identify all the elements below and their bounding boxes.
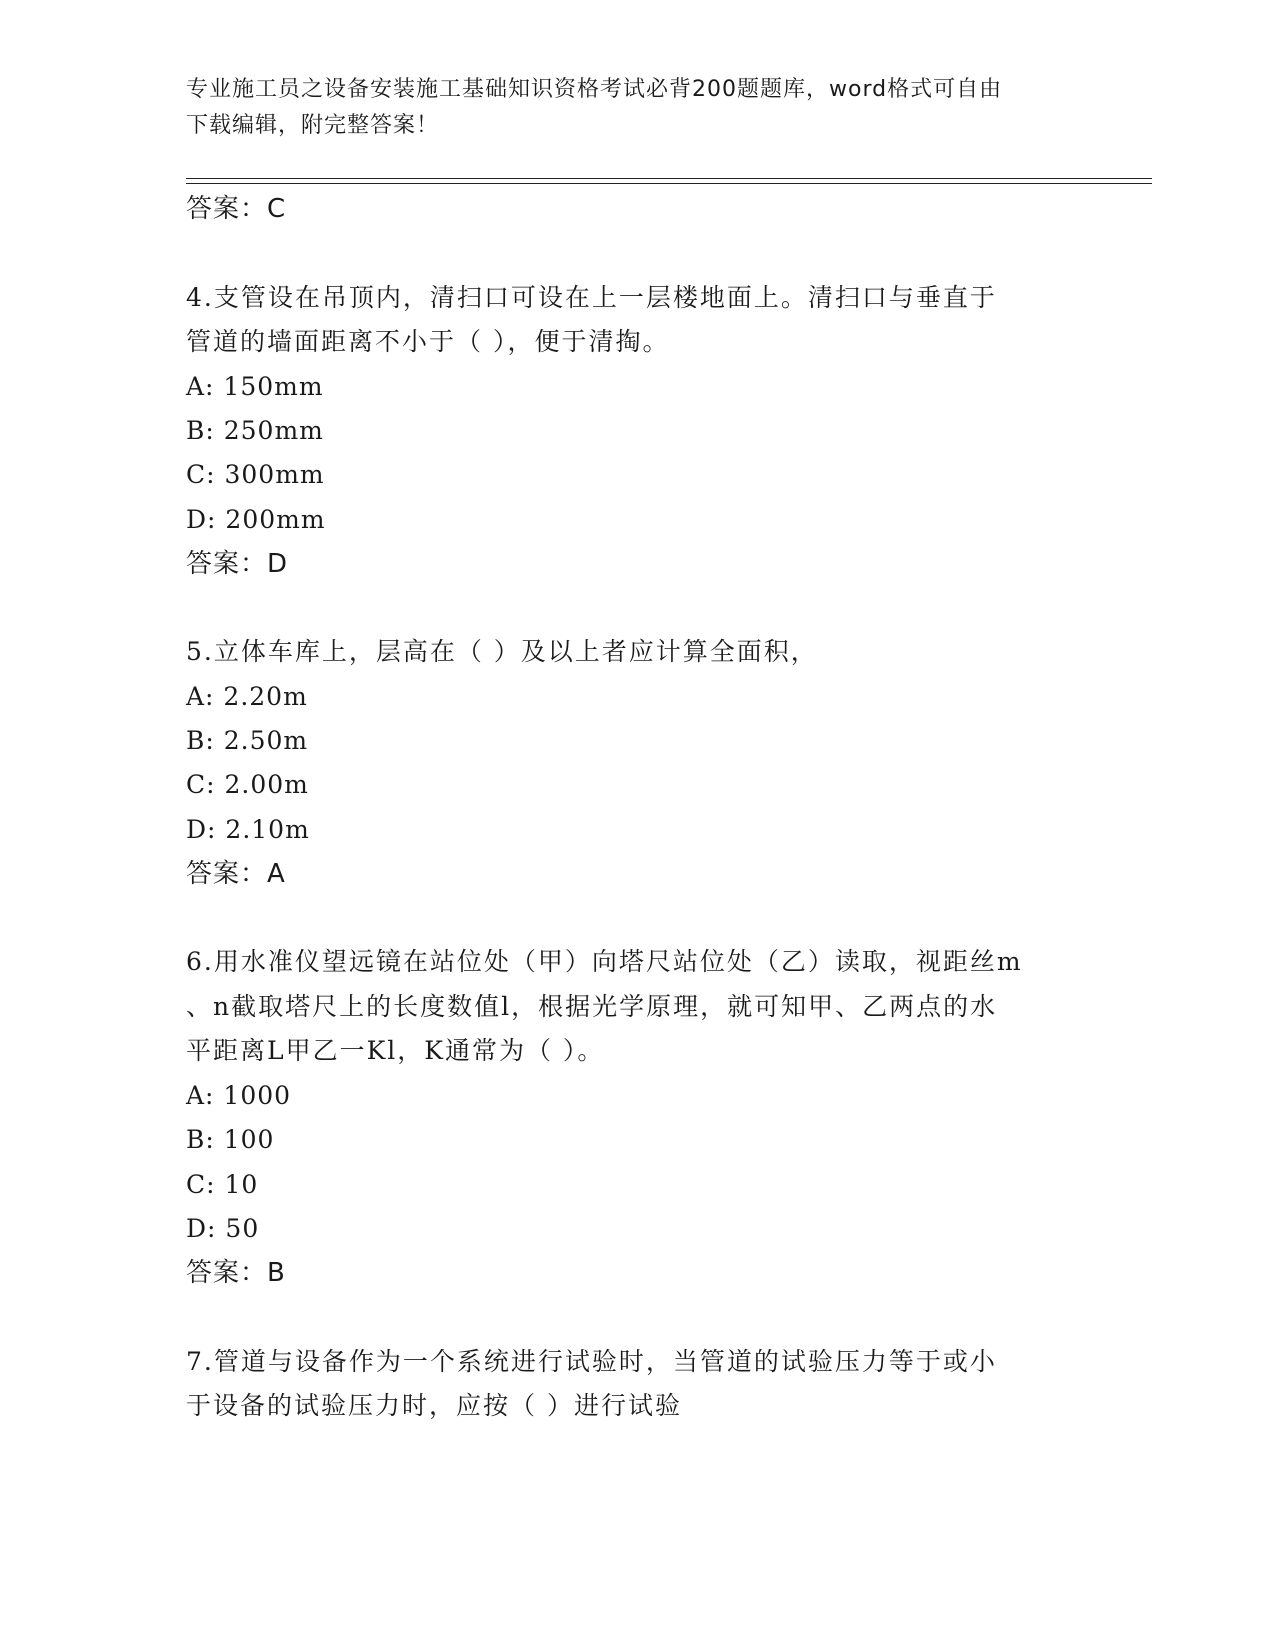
question-6-option-c: C: 10 xyxy=(186,1170,259,1199)
question-5-option-d: D: 2.10m xyxy=(186,815,310,844)
question-4-line-2: 管道的墙面距离不小于（ ），便于清掏。 xyxy=(186,327,670,356)
answer-q4: 答案：D xyxy=(186,549,289,579)
answer-q3: 答案：C xyxy=(186,194,287,224)
question-5-option-b: B: 2.50m xyxy=(186,726,309,755)
question-4-option-a: A: 150mm xyxy=(186,372,324,401)
question-6-option-b: B: 100 xyxy=(186,1125,275,1154)
question-5-option-c: C: 2.00m xyxy=(186,770,309,799)
document-header xyxy=(186,72,1086,144)
question-4-option-c: C: 300mm xyxy=(186,460,325,489)
question-4-line-1: 4.支管设在吊顶内，清扫口可设在上一层楼地面上。清扫口与垂直于 xyxy=(186,283,997,312)
question-6-line-1: 6.用水准仪望远镜在站位处（甲）向塔尺站位处（乙）读取，视距丝m xyxy=(186,947,1023,976)
header-divider-bottom xyxy=(186,183,1152,184)
question-5-option-a: A: 2.20m xyxy=(186,682,308,711)
question-6-line-2: 、n截取塔尺上的长度数值l，根据光学原理，就可知甲、乙两点的水 xyxy=(186,992,998,1021)
question-5-line-1: 5.立体车库上，层高在（ ）及以上者应计算全面积， xyxy=(186,637,818,666)
answer-q5: 答案：A xyxy=(186,859,286,889)
question-4-option-b: B: 250mm xyxy=(186,416,324,445)
question-6-line-3: 平距离L甲乙一Kl，K通常为（ ）。 xyxy=(186,1036,605,1065)
question-7-line-2: 于设备的试验压力时，应按（ ）进行试验 xyxy=(186,1391,682,1420)
answer-q6: 答案：B xyxy=(186,1258,286,1288)
header-title-line-2: 下载编辑，附完整答案！ xyxy=(186,113,440,138)
header-divider-top xyxy=(186,178,1152,179)
header-title-line-1: 专业施工员之设备安装施工基础知识资格考试必背200题题库，word格式可自由 xyxy=(186,77,1003,102)
question-6-option-a: A: 1000 xyxy=(186,1081,292,1110)
question-4-option-d: D: 200mm xyxy=(186,505,326,534)
question-7-line-1: 7.管道与设备作为一个系统进行试验时，当管道的试验压力等于或小 xyxy=(186,1347,997,1376)
question-6-option-d: D: 50 xyxy=(186,1214,260,1243)
